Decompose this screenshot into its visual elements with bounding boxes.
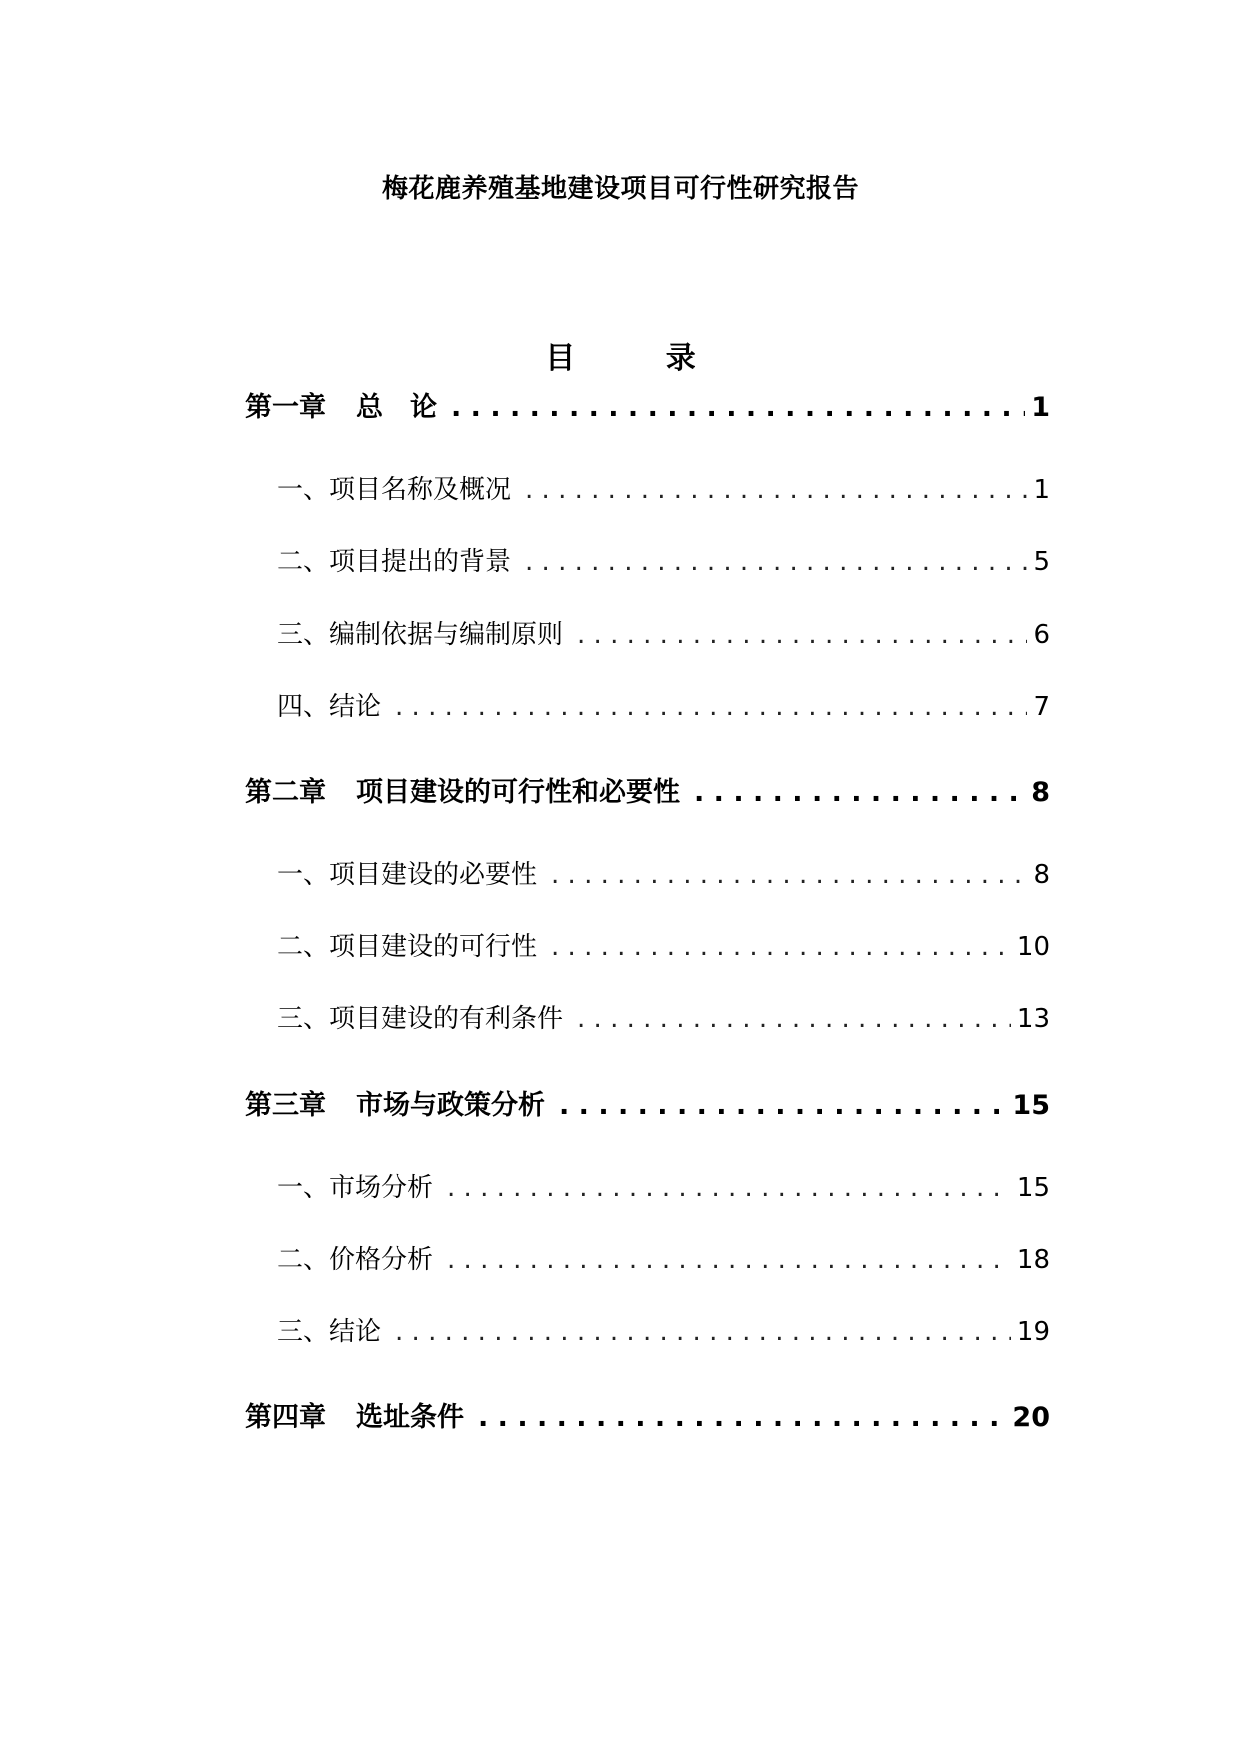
dot-leader [577,620,1027,650]
section-title: 三、项目建设的有利条件 [277,1004,564,1034]
toc-section-2-1[interactable] [245,854,1050,891]
page-number: 20 [1012,1402,1050,1433]
section-title: 二、价格分析 [277,1245,434,1275]
page-number: 5 [1033,547,1050,577]
toc-section-3-1[interactable] [245,1167,1050,1204]
page-number: 19 [1016,1317,1050,1347]
toc-heading: 目 录 [545,341,736,376]
toc-section-3-3[interactable] [245,1311,1050,1348]
toc-section-2-3[interactable] [245,998,1050,1035]
document-title: 梅花鹿养殖基地建设项目可行性研究报告 [381,174,859,204]
page-number: 15 [1016,1173,1050,1203]
chapter-number: 第二章 [245,777,326,808]
toc-section-1-3[interactable] [245,614,1050,651]
page-number: 8 [1033,860,1050,890]
chapter-number: 第四章 [245,1402,326,1433]
page-number: 8 [1031,777,1050,808]
dot-leader [395,1317,1011,1347]
section-title: 一、市场分析 [277,1173,434,1203]
toc-chapter-3[interactable] [245,1083,1050,1122]
page-number: 10 [1016,932,1050,962]
toc-chapter-1[interactable] [245,385,1050,424]
dot-leader [451,392,1025,423]
page-number: 1 [1031,392,1050,423]
section-title: 三、结论 [277,1317,382,1347]
toc-section-1-1[interactable] [245,469,1050,506]
dot-leader [525,475,1027,505]
page-number: 13 [1016,1004,1050,1034]
page-number: 7 [1033,692,1050,722]
dot-leader [447,1173,1011,1203]
chapter-title: 项目建设的可行性和必要性 [356,777,680,808]
section-title: 一、项目名称及概况 [277,475,512,505]
section-title: 一、项目建设的必要性 [277,860,538,890]
dot-leader [577,1004,1011,1034]
toc-section-3-2[interactable] [245,1239,1050,1276]
dot-leader [551,860,1027,890]
toc-chapter-4[interactable] [245,1395,1050,1434]
chapter-number: 第三章 [245,1090,326,1121]
dot-leader [478,1402,1006,1433]
toc-section-2-2[interactable] [245,926,1050,963]
dot-leader [551,932,1011,962]
dot-leader [525,547,1027,577]
section-title: 三、编制依据与编制原则 [277,620,564,650]
toc-section-1-4[interactable] [245,686,1050,723]
toc-section-1-2[interactable] [245,541,1050,578]
page-number: 15 [1012,1090,1050,1121]
dot-leader [694,777,1025,808]
chapter-title: 市场与政策分析 [356,1090,545,1121]
dot-leader [447,1245,1011,1275]
section-title: 二、项目提出的背景 [277,547,512,577]
section-title: 四、结论 [277,692,382,722]
page-number: 6 [1033,620,1050,650]
dot-leader [395,692,1027,722]
chapter-title: 总 论 [356,392,437,423]
dot-leader [559,1090,1006,1121]
toc-chapter-2[interactable] [245,770,1050,809]
chapter-number: 第一章 [245,392,326,423]
chapter-title: 选址条件 [356,1402,464,1433]
section-title: 二、项目建设的可行性 [277,932,538,962]
page-number: 18 [1016,1245,1050,1275]
page-number: 1 [1033,475,1050,505]
